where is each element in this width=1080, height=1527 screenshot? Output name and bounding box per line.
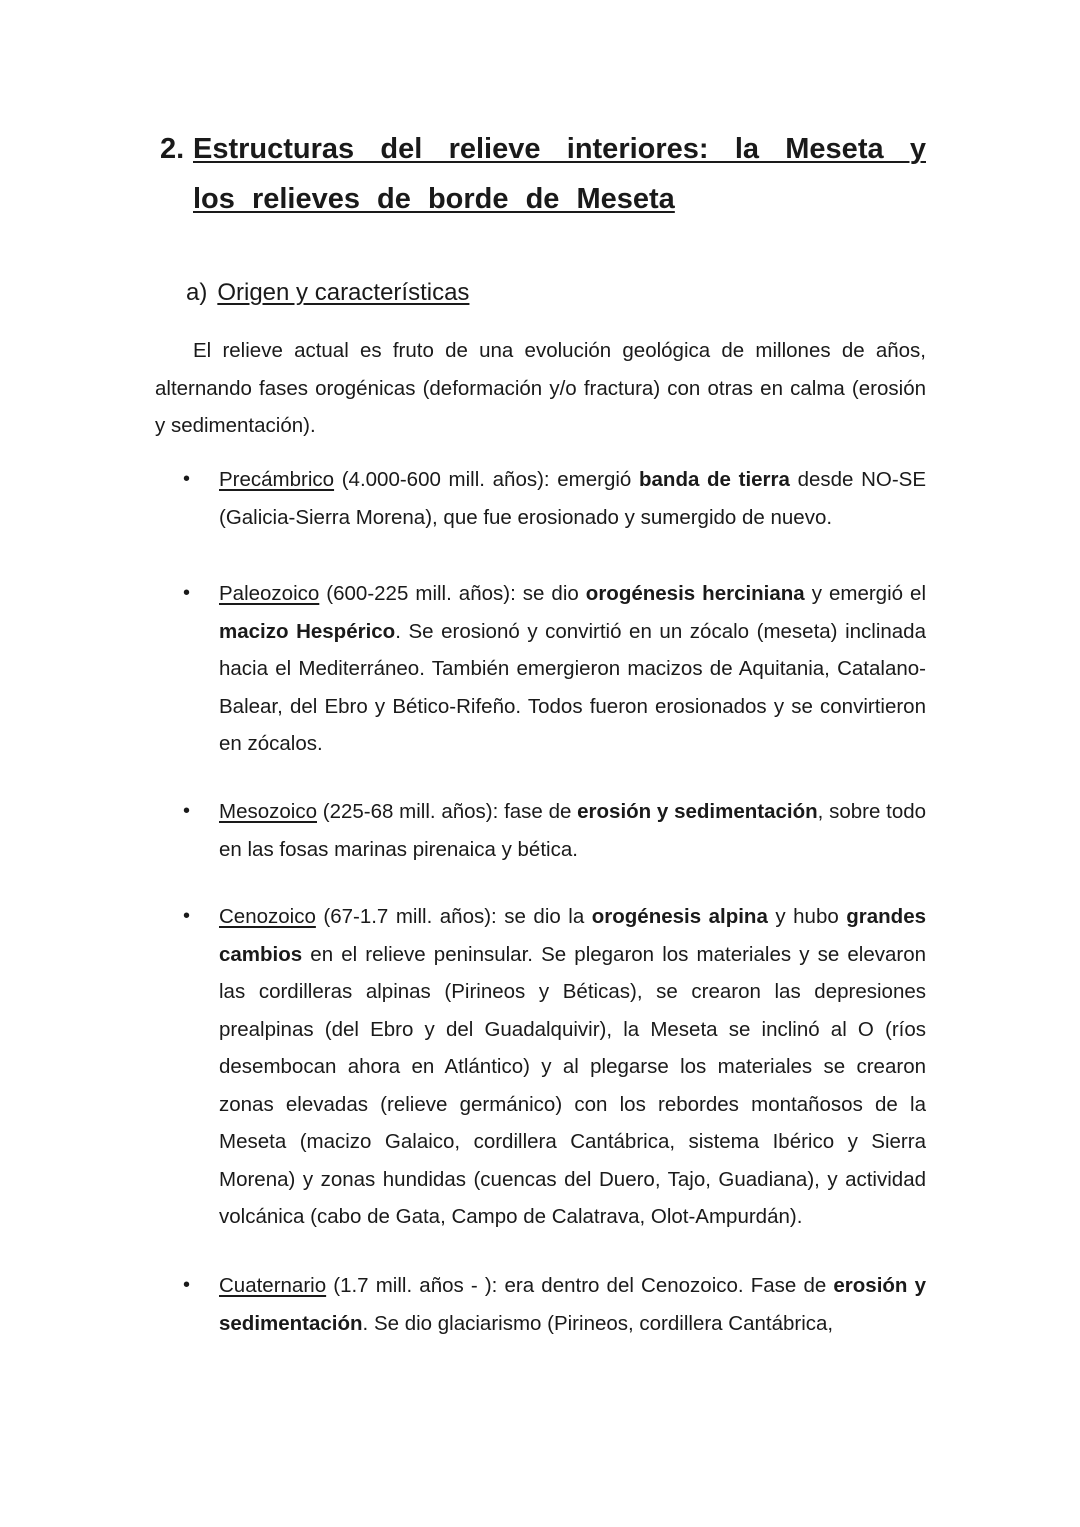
period-text: y hubo [767, 905, 847, 928]
key-term: macizo Hespérico [219, 619, 396, 643]
list-item-cuaternario [183, 1267, 926, 1342]
section-title: Estructuras del relieve interiores: la Meseta y los relieves de borde de Meseta [193, 133, 926, 215]
period-text: (225-68 mill. años): fase de [317, 800, 578, 823]
key-term: erosión y sedimentación [577, 800, 818, 823]
list-item-precambrico [183, 461, 927, 536]
subsection-letter: a) [186, 279, 208, 306]
key-term: orogénesis alpina [591, 905, 768, 928]
period-name: Precámbrico [219, 468, 335, 491]
section-heading [160, 124, 926, 224]
period-text: (4.000-600 mill. años): emergió [334, 468, 639, 491]
list-item-paleozoico [183, 575, 926, 763]
intro-paragraph: El relieve actual es fruto de una evolución geológica de millones de años, alternando fases orogénicas (deformación y/o fractura) con otras en calma (erosión y sedimentación). [155, 339, 926, 437]
bullet-icon: • [183, 468, 191, 490]
period-text: (600-225 mill. años): se dio [319, 582, 586, 605]
bullet-icon: • [183, 905, 191, 927]
subsection-title: Origen y características [217, 279, 470, 306]
key-term: orogénesis herciniana [585, 582, 805, 605]
period-text: y emergió el [804, 582, 926, 605]
key-term: grandes cambios [219, 905, 926, 966]
section-number: 2. [160, 133, 185, 165]
period-name: Cenozoico [219, 905, 316, 928]
list-item-mesozoico [183, 793, 927, 868]
bullet-icon: • [183, 800, 191, 822]
list-item-cenozoico [183, 898, 926, 1236]
subsection-heading [186, 276, 469, 310]
period-text: (67-1.7 mill. años): se dio la [315, 905, 592, 928]
period-text: desde NO-SE (Galicia-Sierra Morena), que fue erosionado y sumergido de nuevo. [219, 468, 927, 529]
period-text: (1.7 mill. años - ): era dentro del Cenozoico. Fase de [326, 1274, 834, 1297]
period-text: en el relieve peninsular. Se plegaron los materiales y se elevaron las cordilleras alpinas (Pirineos y Béticas), se crearon las depresiones prealpinas (del Ebro y del Guadalquivir), la Meseta se inclinó al O (ríos desembocan ahora en Atlántico) y al plegarse los materiales se crearon zonas elevadas (relieve germánico) con los rebordes montañosos de la Meseta (macizo Galaico, cordillera Cantábrica, sistema Ibérico y Sierra Morena) y zonas hundidas (cuencas del Duero, Tajo, Guadiana), y actividad volcánica (cabo de Gata, Campo de Calatrava, Olot-Ampurdán). [219, 942, 926, 1228]
period-text: , sobre todo en las fosas marinas pirenaica y bética. [219, 800, 927, 861]
key-term: banda de tierra [639, 468, 790, 491]
bullet-icon: • [183, 1274, 191, 1296]
period-text: . Se dio glaciarismo (Pirineos, cordillera Cantábrica, [362, 1311, 834, 1335]
period-name: Mesozoico [219, 800, 317, 823]
period-text: . Se erosionó y convirtió en un zócalo (meseta) inclinada hacia el Mediterráneo. También emergieron macizos de Aquitania, Catalano-Balear, del Ebro y Bético-Rifeño. Todos fueron erosionados y se convirtieron en zócalos. [219, 619, 926, 755]
period-name: Cuaternario [219, 1274, 327, 1297]
bullet-icon: • [183, 582, 191, 604]
key-term: erosión y sedimentación [219, 1274, 926, 1335]
period-name: Paleozoico [219, 582, 320, 605]
